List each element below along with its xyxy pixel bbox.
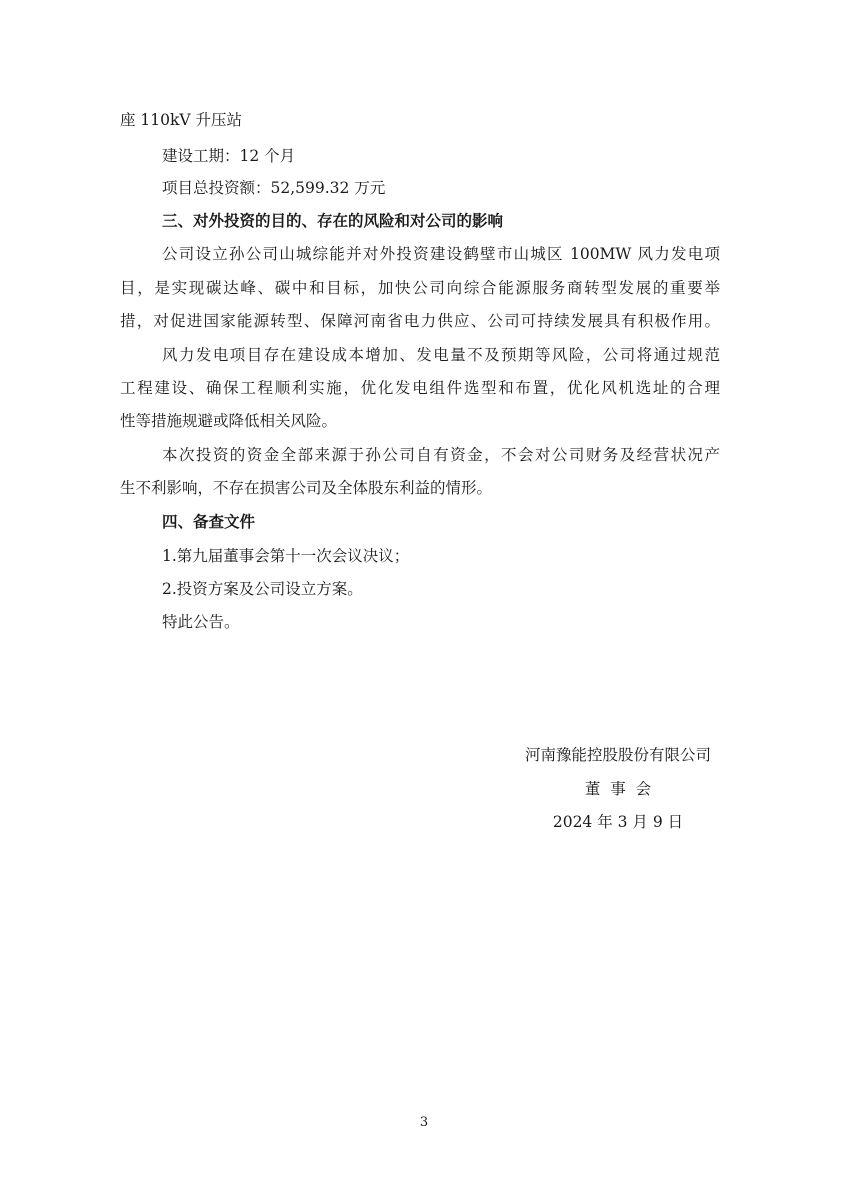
closing-statement: 特此公告。	[162, 613, 240, 631]
signature-board: 董 事 会	[584, 780, 652, 798]
section-3-paragraph-1-line-3: 措，对促进国家能源转型、保障河南省电力供应、公司可持续发展具有积极作用。	[120, 312, 720, 330]
signature-date: 2024 年 3 月 9 日	[552, 813, 684, 831]
body-line-continuation: 座 110kV 升压站	[120, 111, 243, 129]
section-3-heading: 三、对外投资的目的、存在的风险和对公司的影响	[162, 211, 504, 230]
reference-document-1: 1.第九届董事会第十一次会议决议；	[162, 547, 410, 565]
section-4-heading: 四、备查文件	[162, 512, 256, 531]
section-3-paragraph-2-line-3: 性等措施规避或降低相关风险。	[120, 412, 338, 430]
section-3-paragraph-2-line-2: 工程建设、确保工程顺利实施，优化发电组件选型和布置，优化风机选址的合理	[120, 379, 720, 397]
section-3-paragraph-1-line-2: 目，是实现碳达峰、碳中和目标，加快公司向综合能源服务商转型发展的重要举	[120, 279, 720, 297]
construction-period-line: 建设工期：12 个月	[162, 147, 296, 165]
reference-document-2: 2.投资方案及公司设立方案。	[162, 580, 363, 598]
page-number: 3	[419, 1115, 429, 1130]
signature-company: 河南豫能控股股份有限公司	[524, 746, 711, 764]
total-investment-line: 项目总投资额：52,599.32 万元	[162, 179, 386, 197]
section-3-paragraph-1-line-1: 公司设立孙公司山城综能并对外投资建设鹤壁市山城区 100MW 风力发电项	[162, 245, 720, 263]
section-3-paragraph-3-line-2: 生不利影响，不存在损害公司及全体股东利益的情形。	[120, 479, 493, 497]
section-3-paragraph-3-line-1: 本次投资的资金全部来源于孙公司自有资金，不会对公司财务及经营状况产	[162, 446, 720, 464]
section-3-paragraph-2-line-1: 风力发电项目存在建设成本增加、发电量不及预期等风险，公司将通过规范	[162, 346, 720, 364]
